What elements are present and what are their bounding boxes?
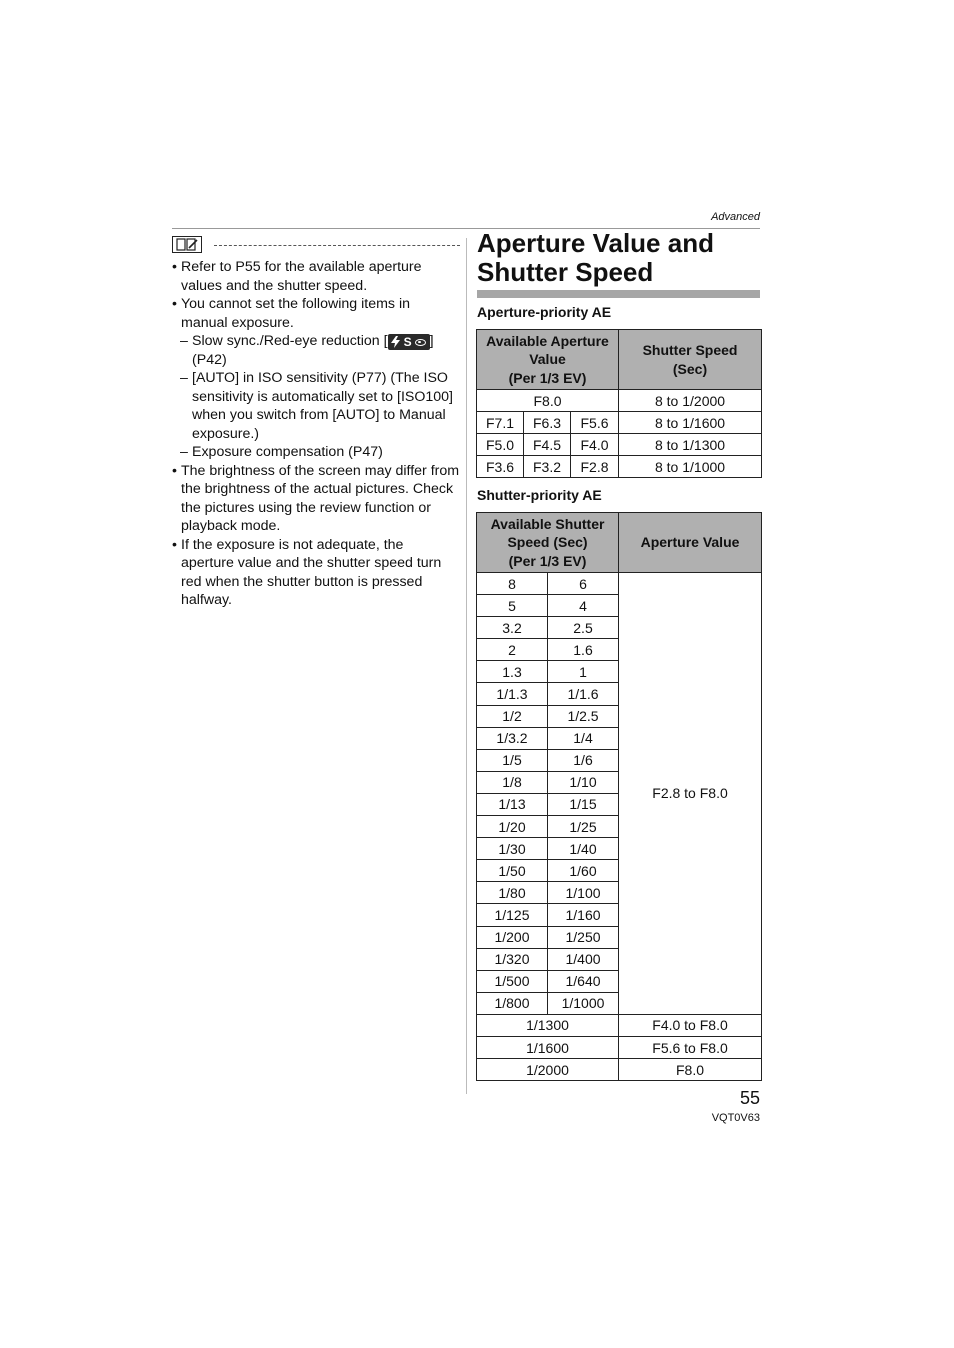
shutter-speed-cell: 1/2 xyxy=(477,705,548,727)
aperture-cell: F3.2 xyxy=(524,456,571,478)
shutter-speed-cell: 1/80 xyxy=(477,882,548,904)
shutter-speed-cell: 1/250 xyxy=(548,926,619,948)
shutter-speed-cell: 1/2000 xyxy=(477,1059,619,1081)
flash-icon-letter: S xyxy=(403,334,412,349)
note-dash-item: – Exposure compensation (P47) xyxy=(172,443,460,462)
table-row xyxy=(477,1014,762,1036)
shutter-speed-cell: 1/20 xyxy=(477,816,548,838)
shutter-speed-cell: 1.3 xyxy=(477,661,548,683)
shutter-speed-cell: 1/8 xyxy=(477,771,548,793)
table-row xyxy=(477,390,762,412)
page-title xyxy=(477,229,760,286)
shutter-speed-cell: 1/1600 xyxy=(477,1036,619,1058)
table-header xyxy=(619,330,762,390)
shutter-speed-cell: 1/640 xyxy=(548,970,619,992)
note-dash-item: – [AUTO] in ISO sensitivity (P77) (The ISO sensitivity is automatically set to [ISO100] when you switch from [AUTO] to Manual exposure.) xyxy=(172,369,460,443)
shutter-speed-cell: 8 to 1/1000 xyxy=(619,456,762,478)
eye-icon xyxy=(415,339,426,346)
shutter-speed-cell: 1/10 xyxy=(548,771,619,793)
note-text: ] (P42) xyxy=(192,333,434,368)
shutter-speed-cell: 1/40 xyxy=(548,838,619,860)
aperture-range-cell: F8.0 xyxy=(619,1059,762,1081)
aperture-cell: F6.3 xyxy=(524,412,571,434)
shutter-priority-heading: Shutter-priority AE xyxy=(477,487,602,503)
header-line: (Per 1/3 EV) xyxy=(508,369,587,386)
aperture-cell: F8.0 xyxy=(477,390,619,412)
aperture-priority-heading: Aperture-priority AE xyxy=(477,304,612,320)
aperture-priority-table xyxy=(476,329,762,478)
page-number: 55 xyxy=(739,1088,760,1108)
shutter-speed-cell: 2.5 xyxy=(548,617,619,639)
header-line: (Sec) xyxy=(672,360,708,377)
aperture-range-cell: F5.6 to F8.0 xyxy=(619,1036,762,1058)
shutter-speed-cell: 1/200 xyxy=(477,926,548,948)
shutter-speed-cell: 1/100 xyxy=(548,882,619,904)
table-header xyxy=(477,330,619,390)
table-row xyxy=(477,1036,762,1058)
shutter-speed-cell: 1/50 xyxy=(477,860,548,882)
header-line: Available Aperture xyxy=(486,332,609,349)
shutter-speed-cell: 1/1000 xyxy=(548,992,619,1014)
shutter-speed-cell: 3.2 xyxy=(477,617,548,639)
aperture-cell: F2.8 xyxy=(571,456,619,478)
shutter-speed-cell: 1/30 xyxy=(477,838,548,860)
shutter-speed-cell: 1/1.3 xyxy=(477,683,548,705)
document-code: VQT0V63 xyxy=(711,1112,760,1124)
header-line: Speed (Sec) xyxy=(507,534,588,551)
shutter-speed-cell: 1/6 xyxy=(548,749,619,771)
shutter-speed-cell: 1/25 xyxy=(548,816,619,838)
shutter-speed-cell: 5 xyxy=(477,595,548,617)
note-bullet: • Refer to P55 for the available aperture values and the shutter speed. xyxy=(172,258,460,295)
shutter-speed-cell: 8 xyxy=(477,573,548,595)
shutter-speed-cell: 1/400 xyxy=(548,948,619,970)
table-row xyxy=(477,1059,762,1081)
note-header xyxy=(172,236,460,256)
shutter-speed-cell: 1 xyxy=(548,661,619,683)
shutter-speed-cell: 1/320 xyxy=(477,948,548,970)
note-icon xyxy=(172,236,202,253)
flash-slow-sync-red-eye-icon xyxy=(388,334,430,350)
shutter-speed-cell: 1/160 xyxy=(548,904,619,926)
note-bullet: • The brightness of the screen may differ from the brightness of the actual pictures. Check the pictures using the review function or playback mode. xyxy=(172,462,460,536)
shutter-speed-cell: 2 xyxy=(477,639,548,661)
aperture-cell: F5.6 xyxy=(571,412,619,434)
table-row xyxy=(477,434,762,456)
shutter-speed-cell: 4 xyxy=(548,595,619,617)
shutter-speed-cell: 1/4 xyxy=(548,727,619,749)
table-row xyxy=(477,412,762,434)
table-header: Aperture Value xyxy=(619,513,762,573)
table-header xyxy=(477,513,619,573)
table-row xyxy=(477,573,762,595)
header-line: Shutter Speed xyxy=(642,342,738,358)
shutter-speed-cell: 8 to 1/1600 xyxy=(619,412,762,434)
aperture-range-cell: F2.8 to F8.0 xyxy=(619,573,762,1015)
shutter-speed-cell: 1/5 xyxy=(477,749,548,771)
note-text: Slow sync./Red-eye reduction [ xyxy=(192,333,388,349)
shutter-speed-cell: 8 to 1/1300 xyxy=(619,434,762,456)
title-underline-bar xyxy=(477,290,760,298)
aperture-cell: F7.1 xyxy=(477,412,524,434)
note-bullet: • If the exposure is not adequate, the aperture value and the shutter speed turn red when the shutter button is pressed halfway. xyxy=(172,536,460,610)
table-row xyxy=(477,456,762,478)
header-line: Value xyxy=(529,351,566,368)
page-title-line: Aperture Value and xyxy=(477,228,714,258)
aperture-range-cell: F4.0 to F8.0 xyxy=(619,1014,762,1036)
header-line: (Per 1/3 EV) xyxy=(508,552,587,569)
section-label: Advanced xyxy=(711,211,760,223)
shutter-speed-cell: 1/125 xyxy=(477,904,548,926)
aperture-cell: F4.0 xyxy=(571,434,619,456)
shutter-speed-cell: 1/15 xyxy=(548,793,619,815)
shutter-speed-cell: 1/2.5 xyxy=(548,705,619,727)
shutter-speed-cell: 1/3.2 xyxy=(477,727,548,749)
shutter-speed-cell: 1.6 xyxy=(548,639,619,661)
shutter-speed-cell: 1/800 xyxy=(477,992,548,1014)
shutter-speed-cell: 1/1.6 xyxy=(548,683,619,705)
shutter-speed-cell: 1/60 xyxy=(548,860,619,882)
note-bullet: • You cannot set the following items in manual exposure. xyxy=(172,295,460,332)
header-line: Available Shutter xyxy=(490,515,605,532)
shutter-speed-cell: 8 to 1/2000 xyxy=(619,390,762,412)
aperture-cell: F5.0 xyxy=(477,434,524,456)
notes-list xyxy=(172,258,460,610)
shutter-priority-table xyxy=(476,512,762,1081)
shutter-speed-cell: 1/500 xyxy=(477,970,548,992)
column-divider xyxy=(466,238,467,1094)
aperture-cell: F3.6 xyxy=(477,456,524,478)
aperture-cell: F4.5 xyxy=(524,434,571,456)
note-dashed-rule xyxy=(214,245,460,246)
page-title-line: Shutter Speed xyxy=(477,256,654,287)
shutter-speed-cell: 1/1300 xyxy=(477,1014,619,1036)
shutter-speed-cell: 6 xyxy=(548,573,619,595)
shutter-speed-cell: 1/13 xyxy=(477,793,548,815)
note-dash-item xyxy=(172,332,460,369)
